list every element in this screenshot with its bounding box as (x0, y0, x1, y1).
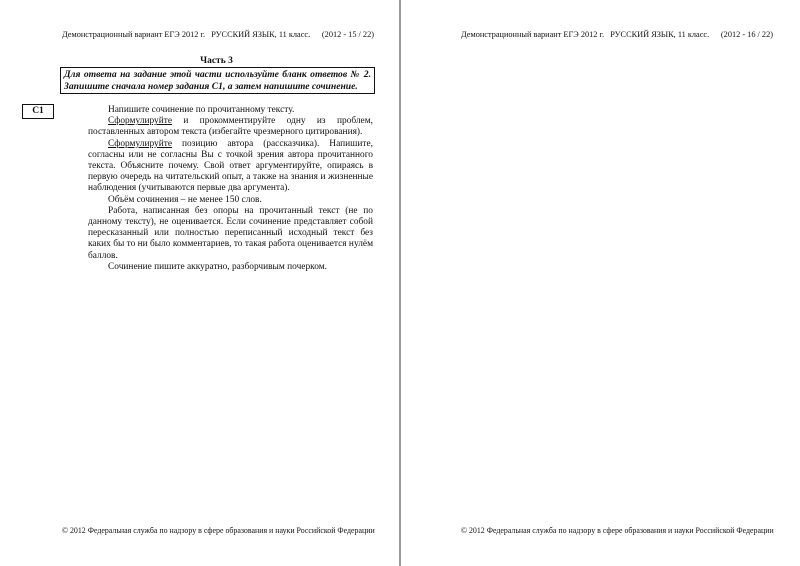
part-title: Часть 3 (200, 56, 233, 66)
task-body (88, 105, 373, 273)
paragraph: Сформулируйте позицию автора (рассказчика). Напишите, согласны или не согласны Вы с точкой зрения автора прочитанного текста. Объясните почему. Свой ответ аргументируйте, опираясь в первую очередь на читательский опыт, а также на знания и жизненные наблюдения (учитываются первые два аргумента). (88, 138, 373, 194)
page-header (62, 30, 374, 39)
paragraph: Напишите сочинение по прочитанному тексту. (108, 105, 295, 115)
paragraph: Сформулируйте и прокомментируйте одну из проблем, поставленных автором текста (избегайте чрезмерного цитирования). (88, 116, 373, 138)
page-header (461, 30, 773, 39)
header-page-number: (2012 - 16 / 22) (720, 30, 773, 39)
header-title: Демонстрационный вариант ЕГЭ 2012 г. РУССКИЙ ЯЗЫК, 11 класс. (461, 30, 710, 39)
instruction-box: Для ответа на задание этой части используйте бланк ответов № 2. Запишите сначала номер задания С1, а затем напишите сочинение. (60, 67, 375, 94)
task-label: С1 (22, 104, 54, 119)
header-page-number: (2012 - 15 / 22) (321, 30, 374, 39)
page-15 (0, 0, 399, 566)
paragraph: Сочинение пишите аккуратно, разборчивым почерком. (108, 261, 328, 272)
header-title: Демонстрационный вариант ЕГЭ 2012 г. РУССКИЙ ЯЗЫК, 11 класс. (62, 30, 311, 39)
paragraph: Работа, написанная без опоры на прочитанный текст (не по данному тексту), не оценивается. Если сочинение представляет собой пересказанный или полностью переписанный исходный текст без каких бы то ни было комментариев, то такая работа оценивается нулём баллов. (88, 205, 373, 261)
page-footer: © 2012 Федеральная служба по надзору в сфере образования и науки Российской Федерации (62, 526, 375, 535)
page-footer: © 2012 Федеральная служба по надзору в сфере образования и науки Российской Федерации (461, 526, 774, 535)
page-16 (401, 0, 800, 566)
paragraph: Объём сочинения – не менее 150 слов. (108, 194, 262, 205)
